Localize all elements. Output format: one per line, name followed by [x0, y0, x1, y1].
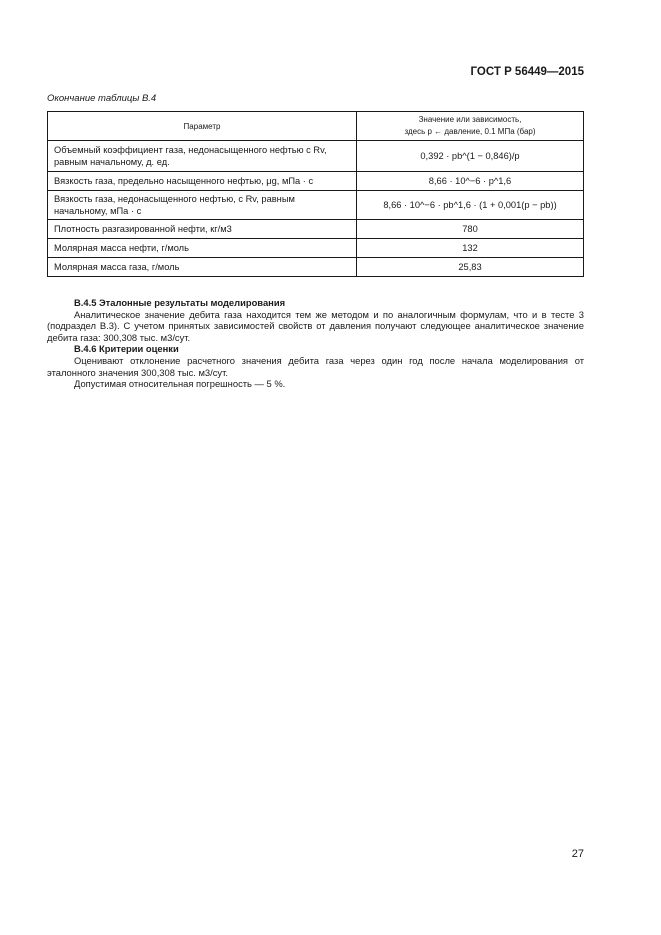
param-cell: Молярная масса газа, г/моль — [48, 258, 357, 277]
body-text — [47, 297, 584, 390]
header-value — [357, 112, 584, 141]
param-cell: Плотность разгазированной нефти, кг/м3 — [48, 220, 357, 239]
page-number: 27 — [571, 848, 584, 860]
table-row — [48, 172, 584, 191]
table-header-row — [48, 112, 584, 141]
table-row — [48, 220, 584, 239]
value-cell: 8,66 · 10^−6 · p^1,6 — [357, 172, 584, 191]
properties-table — [47, 111, 584, 277]
value-cell: 0,392 · pb^(1 − 0,846)/p — [357, 141, 584, 172]
value-cell: 25,83 — [357, 258, 584, 277]
value-cell: 8,66 · 10^−6 · pb^1,6 · (1 + 0,001(p − pb)) — [357, 191, 584, 220]
paragraph-b46-2: Допустимая относительная погрешность — 5 %. — [74, 378, 286, 390]
section-heading-b46: В.4.6 Критерии оценки — [74, 343, 179, 355]
header-value-line2: здесь p ← давление, 0.1 МПа (бар) — [404, 127, 536, 136]
value-cell: 780 — [357, 220, 584, 239]
param-cell: Вязкость газа, предельно насыщенного нефтью, μg, мПа · с — [48, 172, 357, 191]
table-caption: Окончание таблицы В.4 — [47, 93, 157, 104]
table-row — [48, 239, 584, 258]
paragraph-b46-1: Оценивают отклонение расчетного значения дебита газа через один год после начала моделирования от эталонного значения 300,308 тыс. м3/сут. — [47, 354, 584, 378]
table-row — [48, 191, 584, 220]
header-value-line1: Значение или зависимость, — [418, 115, 522, 124]
table-row — [48, 258, 584, 277]
param-cell: Молярная масса нефти, г/моль — [48, 239, 357, 258]
paragraph-b45: Аналитическое значение дебита газа находится тем же методом и по аналогичным формулам, что и в тесте 3 (подраздел В.3). С учетом принятых зависимостей свойств от давления получают следующее аналитическое значение дебита газа: 300,308 тыс. м3/сут. — [47, 308, 584, 343]
param-cell: Вязкость газа, недонасыщенного нефтью, с Rv, равным начальному, мПа · с — [48, 191, 357, 220]
table-row — [48, 141, 584, 172]
section-heading-b45: В.4.5 Эталонные результаты моделирования — [74, 297, 286, 308]
param-cell: Объемный коэффициент газа, недонасыщенного нефтью с Rv, равным начальному, д. ед. — [48, 141, 357, 172]
header-parameter: Параметр — [48, 112, 357, 141]
document-standard-header: ГОСТ Р 56449—2015 — [470, 66, 584, 78]
value-cell: 132 — [357, 239, 584, 258]
